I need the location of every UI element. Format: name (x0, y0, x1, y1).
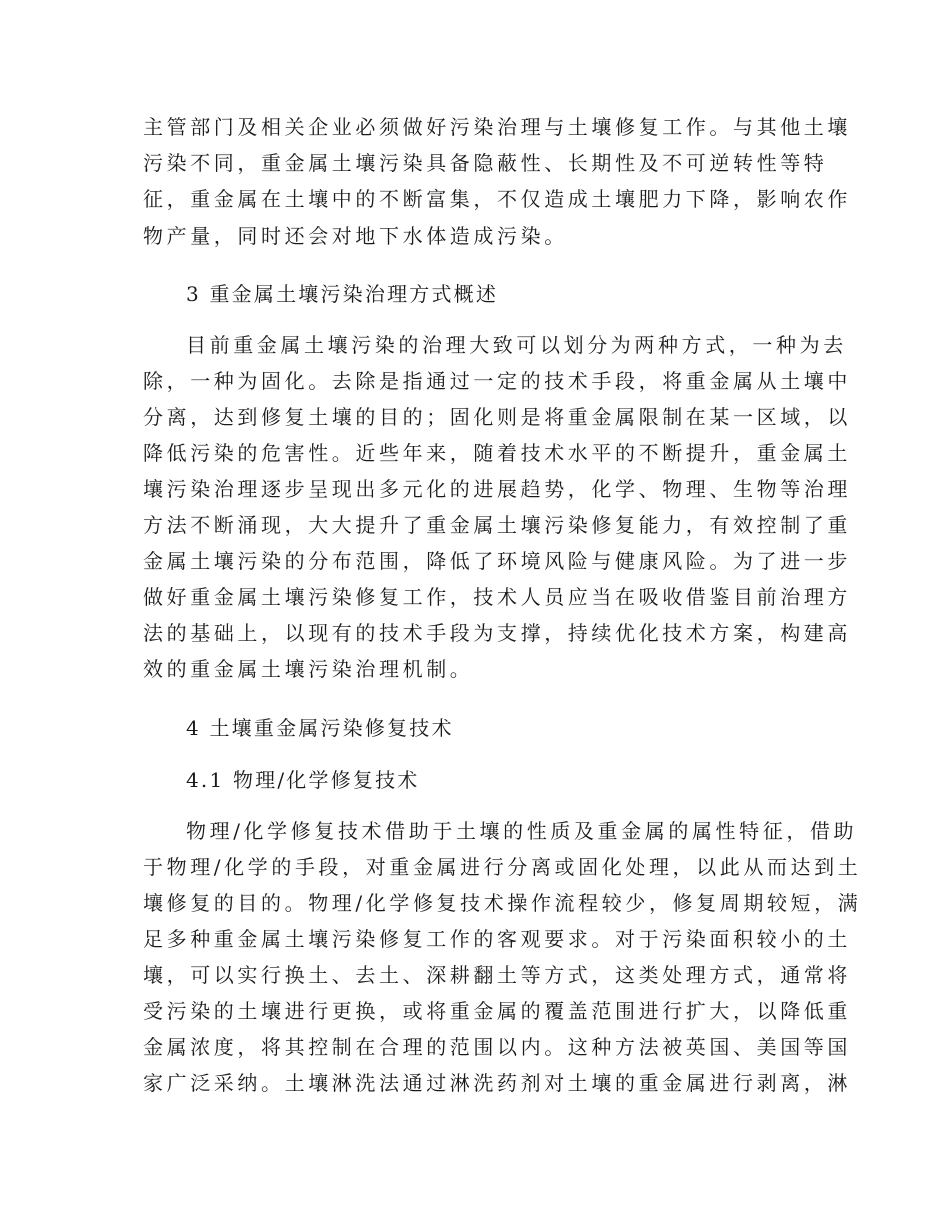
paragraph-2-line-9: 法的基础上，以现有的技术手段为支撑，持续优化技术方案，构建高 (143, 621, 851, 645)
paragraph-2-line-1: 目前重金属土壤污染的治理大致可以划分为两种方式，一种为去 (186, 333, 847, 357)
paragraph-2-line-2: 除，一种为固化。去除是指通过一定的技术手段，将重金属从土壤中 (143, 369, 851, 393)
subsection-heading-4-1: 4.1 物理/化学修复技术 (186, 768, 420, 792)
paragraph-3-line-8: 家广泛采纳。土壤淋洗法通过淋洗药剂对土壤的重金属进行剥离，淋 (143, 1071, 851, 1095)
paragraph-2-line-3: 分离，达到修复土壤的目的；固化则是将重金属限制在某一区域，以 (143, 405, 851, 429)
paragraph-1-line-1: 主管部门及相关企业必须做好污染治理与土壤修复工作。与其他土壤 (143, 115, 851, 139)
paragraph-2-line-5: 壤污染治理逐步呈现出多元化的进展趋势，化学、物理、生物等治理 (143, 477, 851, 501)
section-heading-3: 3 重金属土壤污染治理方式概述 (186, 282, 499, 306)
paragraph-2-line-6: 方法不断涌现，大大提升了重金属土壤污染修复能力，有效控制了重 (143, 513, 851, 537)
paragraph-2-line-7: 金属土壤污染的分布范围，降低了环境风险与健康风险。为了进一步 (143, 549, 851, 573)
paragraph-2-line-10: 效的重金属土壤污染治理机制。 (143, 657, 474, 681)
paragraph-3-line-1: 物理/化学修复技术借助于土壤的性质及重金属的属性特征，借助 (186, 819, 858, 843)
paragraph-3-line-3: 壤修复的目的。物理/化学修复技术操作流程较少，修复周期较短，满 (143, 891, 862, 915)
paragraph-3-line-5: 壤，可以实行换土、去土、深耕翻土等方式，这类处理方式，通常将 (143, 963, 851, 987)
paragraph-1-line-3: 征，重金属在土壤中的不断富集，不仅造成土壤肥力下降，影响农作 (143, 187, 851, 211)
paragraph-1-line-2: 污染不同，重金属土壤污染具备隐蔽性、长期性及不可逆转性等特 (143, 151, 828, 175)
paragraph-1-line-4: 物产量，同时还会对地下水体造成污染。 (143, 224, 568, 248)
paragraph-2-line-8: 做好重金属土壤污染修复工作，技术人员应当在吸收借鉴目前治理方 (143, 585, 851, 609)
section-heading-4: 4 土壤重金属污染修复技术 (186, 716, 454, 740)
paragraph-3-line-2: 于物理/化学的手段，对重金属进行分离或固化处理，以此从而达到土 (143, 855, 862, 879)
paragraph-2-line-4: 降低污染的危害性。近些年来，随着技术水平的不断提升，重金属土 (143, 441, 851, 465)
paragraph-3-line-4: 足多种重金属土壤污染修复工作的客观要求。对于污染面积较小的土 (143, 927, 851, 951)
paragraph-3-line-7: 金属浓度，将其控制在合理的范围以内。这种方法被英国、美国等国 (143, 1035, 851, 1059)
paragraph-3-line-6: 受污染的土壤进行更换，或将重金属的覆盖范围进行扩大，以降低重 (143, 999, 851, 1023)
